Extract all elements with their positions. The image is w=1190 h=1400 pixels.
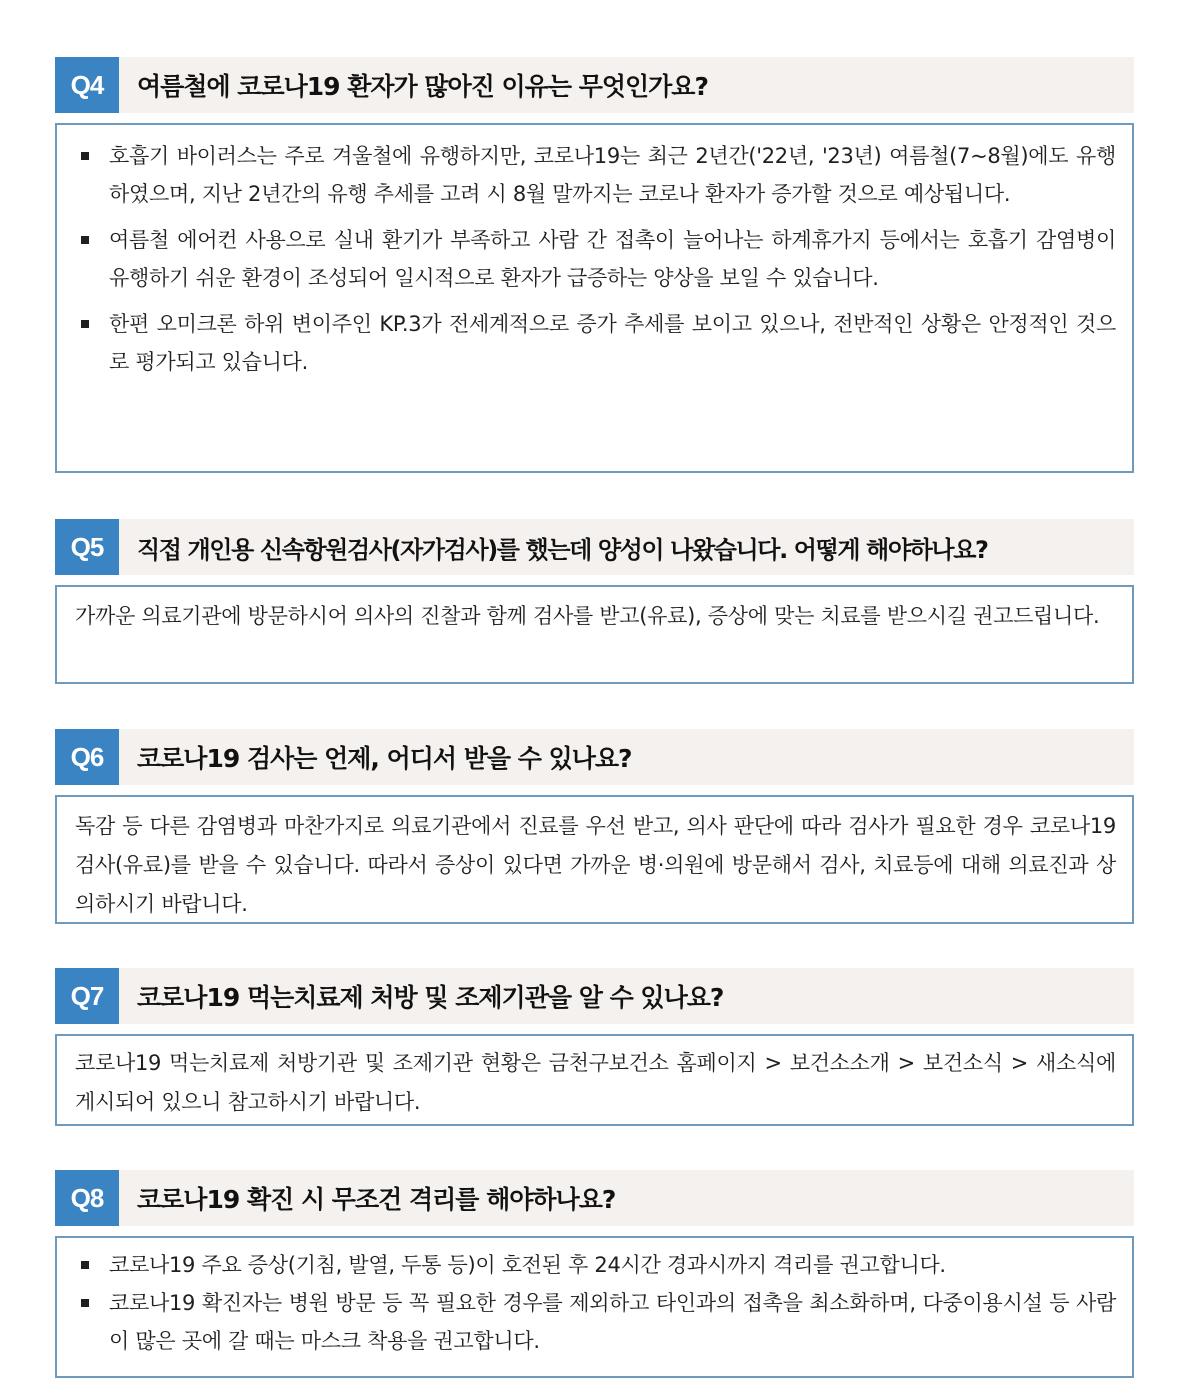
- question-number-badge: Q4: [55, 57, 119, 113]
- answer-bullet-item: 호흡기 바이러스는 주로 겨울철에 유행하지만, 코로나19는 최근 2년간('22년, '23년) 여름철(7~8월)에도 유행하였으며, 지난 2년간의 유행 추세를 고려 시 8월 말까지는 코로나 환자가 증가할 것으로 예상됩니다.: [75, 137, 1116, 213]
- question-title: 직접 개인용 신속항원검사(자가검사)를 했는데 양성이 나왔습니다. 어떻게 해야하나요?: [137, 535, 988, 564]
- square-bullet-icon: [81, 1261, 89, 1269]
- answer-box: [55, 123, 1134, 473]
- answer-bullet-item: 코로나19 주요 증상(기침, 발열, 두통 등)이 호전된 후 24시간 경과시까지 격리를 권고합니다.: [75, 1246, 1116, 1284]
- answer-list: [75, 1246, 1116, 1360]
- answer-bullet-item: 코로나19 확진자는 병원 방문 등 꼭 필요한 경우를 제외하고 타인과의 접촉을 최소화하며, 다중이용시설 등 사람이 많은 곳에 갈 때는 마스크 착용을 권고합니다.: [75, 1284, 1116, 1360]
- answer-text: 코로나19 먹는치료제 처방기관 및 조제기관 현황은 금천구보건소 홈페이지 > 보건소소개 > 보건소식 > 새소식에 게시되어 있으니 참고하시기 바랍니다.: [75, 1051, 1116, 1114]
- answer-bullet-item: 여름철 에어컨 사용으로 실내 환기가 부족하고 사람 간 접촉이 늘어나는 하계휴가지 등에서는 호흡기 감염병이 유행하기 쉬운 환경이 조성되어 일시적으로 환자가 급증하는 양상을 보일 수 있습니다.: [75, 221, 1116, 297]
- faq-item-q4: [55, 57, 1134, 473]
- square-bullet-icon: [81, 1299, 89, 1307]
- question-title: 여름철에 코로나19 환자가 많아진 이유는 무엇인가요?: [137, 72, 708, 101]
- answer-box: [55, 795, 1134, 924]
- faq-item-q5: [55, 519, 1134, 684]
- question-number-badge: Q6: [55, 729, 119, 785]
- answer-bullet-item: 한편 오미크론 하위 변이주인 KP.3가 전세계적으로 증가 추세를 보이고 있으나, 전반적인 상황은 안정적인 것으로 평가되고 있습니다.: [75, 305, 1116, 381]
- question-title: 코로나19 먹는치료제 처방 및 조제기관을 알 수 있나요?: [137, 983, 724, 1012]
- faq-item-q7: [55, 968, 1134, 1126]
- question-header: [55, 519, 1134, 575]
- square-bullet-icon: [81, 236, 89, 244]
- question-title: 코로나19 검사는 언제, 어디서 받을 수 있나요?: [137, 744, 632, 773]
- answer-box: [55, 1236, 1134, 1378]
- faq-item-q8: [55, 1170, 1134, 1378]
- faq-item-q6: [55, 729, 1134, 924]
- question-header: [55, 1170, 1134, 1226]
- square-bullet-icon: [81, 152, 89, 160]
- square-bullet-icon: [81, 320, 89, 328]
- answer-list: [75, 137, 1116, 381]
- answer-text: 독감 등 다른 감염병과 마찬가지로 의료기관에서 진료를 우선 받고, 의사 판단에 따라 검사가 필요한 경우 코로나19 검사(유료)를 받을 수 있습니다. 따라서 증상이 있다면 가까운 병·의원에 방문해서 검사, 치료등에 대해 의료진과 상의하시기 바랍니다.: [75, 814, 1116, 916]
- answer-text: 가까운 의료기관에 방문하시어 의사의 진찰과 함께 검사를 받고(유료), 증상에 맞는 치료를 받으시길 권고드립니다.: [75, 604, 1100, 628]
- question-header: [55, 968, 1134, 1024]
- question-number-badge: Q5: [55, 519, 119, 575]
- question-number-badge: Q7: [55, 968, 119, 1024]
- answer-box: [55, 585, 1134, 684]
- question-number-badge: Q8: [55, 1170, 119, 1226]
- answer-box: [55, 1034, 1134, 1126]
- question-header: [55, 57, 1134, 113]
- question-header: [55, 729, 1134, 785]
- question-title: 코로나19 확진 시 무조건 격리를 해야하나요?: [137, 1185, 616, 1214]
